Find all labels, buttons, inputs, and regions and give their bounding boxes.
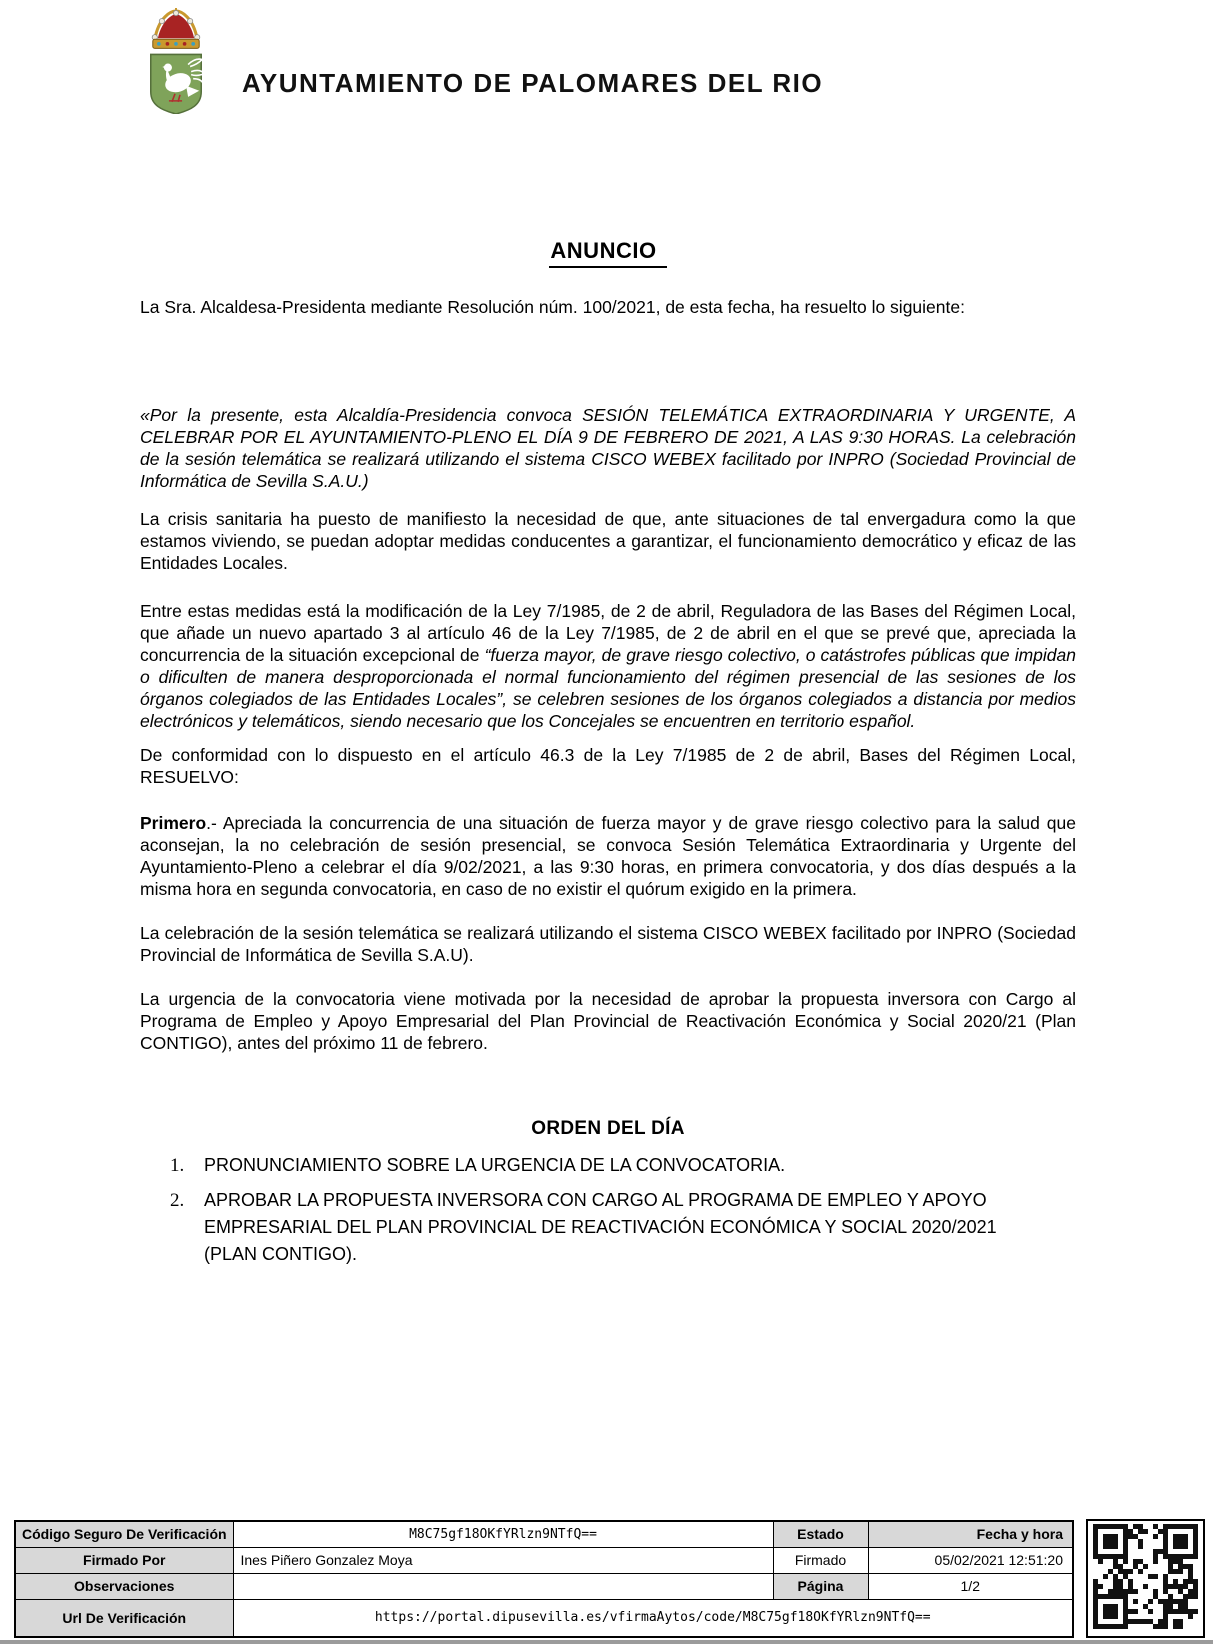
agenda-item (170, 1187, 1076, 1268)
agenda-list (140, 1152, 1076, 1268)
agenda-item (170, 1152, 1076, 1179)
organization-title: AYUNTAMIENTO DE PALOMARES DEL RIO (242, 68, 824, 98)
table-row (15, 1573, 1073, 1599)
qr-code (1086, 1519, 1205, 1638)
agenda-section-title: ORDEN DEL DÍA (531, 1118, 685, 1139)
law-modification-normal-text: Entre estas medidas está la modificación de la Ley 7/1985, de 2 de abril, Reguladora de las Bases del Régimen Local, que añade un nuevo apartado 3 al artículo 46 de la Ley 7/1985, de 2 de abril en el que se prevé que, apreciada la concurrencia de la situación excepcional de (140, 601, 1076, 665)
convocation-quote-paragraph: «Por la presente, esta Alcaldía-Presidencia convoca SESIÓN TELEMÁTICA EXTRAORDINARIA Y URGENTE, A CELEBRAR POR EL AYUNTAMIENTO-PLENO EL DÍA 9 DE FEBRERO DE 2021, A LAS 9:30 HORAS. La celebración de la sesión telemática se realizará utilizando el sistema CISCO WEBEX facilitado por INPRO (Sociedad Provincial de Informática de Sevilla S.A.U.) (140, 405, 1076, 491)
csv-value-cell: M8C75gf18OKfYRlzn9NTfQ== (233, 1521, 773, 1547)
pagina-value-cell: 1/2 (868, 1573, 1073, 1599)
legal-basis-paragraph: De conformidad con lo dispuesto en el artículo 46.3 de la Ley 7/1985 de 2 de abril, Bases del Régimen Local, RESUELVO: (140, 745, 1076, 787)
page-bottom-rule (0, 1640, 1213, 1644)
url-value-cell: https://portal.dipusevilla.es/vfirmaAytos/code/M8C75gf18OKfYRlzn9NTfQ== (233, 1599, 1073, 1637)
health-crisis-paragraph: La crisis sanitaria ha puesto de manifiesto la necesidad de que, ante situaciones de tal envergadura como la que estamos viviendo, se puedan adoptar medidas conducentes a garantizar, el funcionamiento democrático y eficaz de las Entidades Locales. (140, 509, 1076, 573)
table-row (15, 1547, 1073, 1573)
webex-system-paragraph: La celebración de la sesión telemática se realizará utilizando el sistema CISCO WEBEX facilitado por INPRO (Sociedad Provincial de Informática de Sevilla S.A.U). (140, 923, 1076, 965)
table-row (15, 1521, 1073, 1547)
fecha-value-cell: 05/02/2021 12:51:20 (868, 1547, 1073, 1573)
verification-table (14, 1520, 1074, 1638)
agenda-item-number: 1. (170, 1155, 185, 1176)
csv-label-cell: Código Seguro De Verificación (15, 1521, 233, 1547)
firmado-por-label-cell: Firmado Por (15, 1547, 233, 1573)
primero-resolution-paragraph (140, 812, 1076, 900)
agenda-item-number: 2. (170, 1190, 185, 1211)
intro-paragraph: La Sra. Alcaldesa-Presidenta mediante Resolución núm. 100/2021, de esta fecha, ha resuelto lo siguiente: (140, 297, 965, 317)
url-label-cell: Url De Verificación (15, 1599, 233, 1637)
agenda-item-text: APROBAR LA PROPUESTA INVERSORA CON CARGO AL PROGRAMA DE EMPLEO Y APOYO EMPRESARIAL DEL PLAN PROVINCIAL DE REACTIVACIÓN ECONÓMICA Y SOCIAL 2020/2021 (PLAN CONTIGO). (204, 1190, 997, 1264)
document-body (140, 238, 1076, 1276)
agenda-item-text: PRONUNCIAMIENTO SOBRE LA URGENCIA DE LA CONVOCATORIA. (204, 1155, 786, 1175)
estado-value-cell: Firmado (773, 1547, 868, 1573)
primero-text: .- Apreciada la concurrencia de una situación de fuerza mayor y de grave riesgo colectivo para la salud que aconsejan, la no celebración de sesión presencial, se convoca Sesión Telemática Extraordinaria y Urgente del Ayuntamiento-Pleno a celebrar el día 9/02/2021, a las 9:30 horas, en primera convocatoria, y dos días después a la misma hora en segunda convocatoria, en caso de no existir el quórum exigido en la primera. (140, 813, 1076, 899)
document-title: ANUNCIO (140, 238, 1076, 266)
signer-name-cell: Ines Piñero Gonzalez Moya (233, 1547, 773, 1573)
observaciones-value-cell (233, 1573, 773, 1599)
law-modification-paragraph (140, 600, 1076, 732)
pagina-label-cell: Página (773, 1573, 868, 1599)
estado-header-cell: Estado (773, 1521, 868, 1547)
law-modification-quoted-text: “fuerza mayor, de grave riesgo colectivo, o catástrofes públicas que impidan o dificulten de manera desproporcionada el normal funcionamiento del régimen presencial de las sesiones de los órganos colegiados de las Entidades Locales”, se celebren sesiones de los órganos colegiados a distancia por medios electrónicos y telemáticos, siendo necesario que los Concejales se encuentren en territorio español. (140, 645, 1076, 731)
fecha-header-cell: Fecha y hora (868, 1521, 1073, 1547)
qr-code-pattern (1093, 1524, 1198, 1634)
urgency-reason-paragraph: La urgencia de la convocatoria viene motivada por la necesidad de aprobar la propuesta inversora con Cargo al Programa de Empleo y Apoyo Empresarial del Plan Provincial de Reactivación Económica y Social 2020/21 (Plan CONTIGO), antes del próximo 11 de febrero. (140, 989, 1076, 1053)
table-row (15, 1599, 1073, 1637)
primero-label: Primero (140, 813, 207, 833)
observaciones-label-cell: Observaciones (15, 1573, 233, 1599)
coat-of-arms-icon (140, 8, 212, 114)
